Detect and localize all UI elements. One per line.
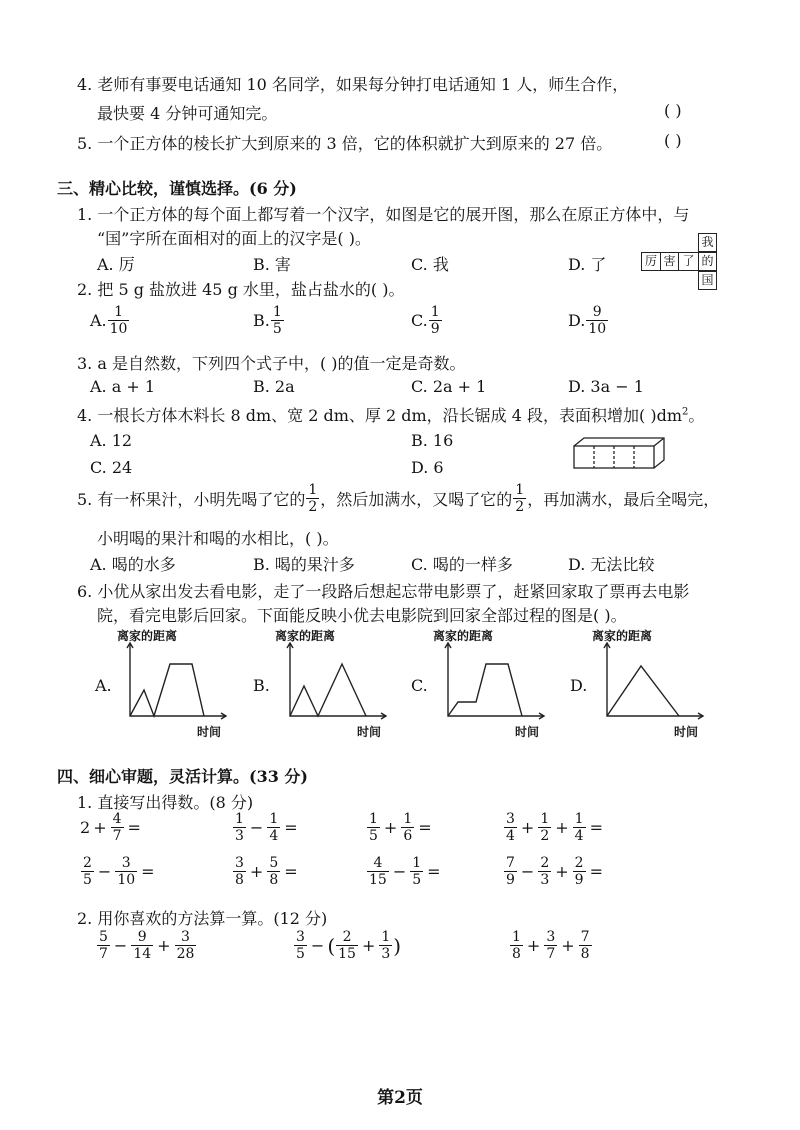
frac-den: 28: [176, 946, 195, 962]
calc-op: +: [383, 818, 398, 837]
graph-a[interactable]: [120, 640, 230, 725]
s3-q5-option-c[interactable]: C. 喝的一样多: [411, 555, 513, 574]
frac-num: 3: [546, 929, 556, 945]
net-cell-hai: 害: [660, 252, 679, 271]
frac-den: 5: [369, 828, 378, 844]
frac-den: 5: [83, 872, 92, 888]
calc-fraction: [367, 856, 389, 887]
s3-q1-line2: “国”字所在面相对的面上的汉字是( )。: [97, 229, 371, 248]
s3-q4-unit-superscript: 2: [682, 406, 689, 418]
frac-num: 1: [540, 811, 550, 827]
frac-den: 3: [381, 946, 391, 962]
frac-num: 1: [272, 304, 282, 320]
frac-num: 9: [137, 929, 147, 945]
judge-q4-answer-paren[interactable]: ( ): [664, 101, 682, 120]
graph-a-svg: [120, 640, 230, 725]
graph-b-ylabel: 离家的距离: [275, 629, 336, 643]
frac-num: 1: [381, 929, 391, 945]
calc-fraction: [573, 812, 586, 843]
frac-den: 3: [235, 828, 244, 844]
net-cell-wo: 我: [698, 233, 717, 252]
calc-op: +: [520, 818, 535, 837]
frac-num: 1: [369, 811, 378, 827]
frac-den: 10: [117, 872, 136, 888]
s3-q4-option-a[interactable]: A. 12: [90, 431, 133, 450]
calc-equals: =: [141, 862, 155, 881]
calc-term: 2: [80, 818, 91, 837]
frac-num: 1: [235, 811, 244, 827]
frac-num: 5: [99, 929, 108, 945]
s3-q5-part-a: 5. 有一杯果汁，小明先喝了它的: [77, 490, 306, 509]
s3-q1-option-c[interactable]: C. 我: [411, 255, 449, 274]
s3-q2-option-d[interactable]: [568, 305, 609, 336]
s3-q5-option-a[interactable]: A. 喝的水多: [90, 555, 176, 574]
calc-fraction: [538, 812, 551, 843]
calc-op: +: [555, 862, 569, 881]
section3-title: 三、精心比较，谨慎选择。(6 分): [57, 179, 297, 198]
frac-den: 6: [403, 828, 413, 844]
calc-paren-open: (: [327, 933, 336, 958]
graph-a-label[interactable]: A.: [95, 676, 112, 695]
calc-op: +: [361, 936, 376, 955]
frac-den: 10: [109, 321, 128, 337]
calc-fraction: [336, 930, 358, 961]
s3-q6-line1: 6. 小优从家出发去看电影，走了一段路后想起忘带电影票了，赶紧回家取了票再去电影: [77, 582, 690, 601]
graph-c-ylabel: 离家的距离: [433, 629, 494, 643]
s3-q2-option-b-fraction: [271, 305, 284, 336]
cuboid-svg: [570, 436, 670, 472]
frac-num: 2: [574, 855, 584, 871]
s3-q1-line1: 1. 一个正方体的每个面上都写着一个汉字，如图是它的展开图，那么在原正方体中，与: [77, 205, 690, 224]
frac-den: 4: [269, 828, 279, 844]
frac-num: 3: [121, 855, 131, 871]
calc-equals: =: [127, 818, 141, 837]
frac-num: 7: [580, 929, 590, 945]
frac-num: 9: [592, 304, 602, 320]
graph-c-svg: [438, 640, 548, 725]
calc-fraction: [111, 812, 124, 843]
calc-op: −: [113, 936, 128, 955]
calc-paren-close: ): [393, 933, 402, 958]
s3-q5-option-d[interactable]: D. 无法比较: [568, 555, 655, 574]
calc-expr-5: [80, 856, 158, 887]
s3-q2-option-b[interactable]: [253, 305, 285, 336]
frac-den: 10: [588, 321, 607, 337]
calc-equals: =: [427, 862, 441, 881]
calc-fraction: [131, 930, 153, 961]
graph-c[interactable]: [438, 640, 548, 725]
graph-b-svg: [280, 640, 390, 725]
frac-num: 4: [112, 811, 122, 827]
frac-num: 1: [269, 811, 279, 827]
s3-q4-option-b[interactable]: B. 16: [411, 431, 454, 450]
net-cell-de: 的: [698, 252, 717, 271]
calc-fraction: [81, 856, 94, 887]
frac-den: 9: [506, 872, 515, 888]
frac-num: 1: [412, 855, 422, 871]
calc-op: +: [526, 936, 541, 955]
calc-op: −: [392, 862, 407, 881]
s3-q3-option-b[interactable]: B. 2a: [253, 377, 295, 396]
frac-den: 3: [540, 872, 550, 888]
graph-d-svg: [597, 640, 707, 725]
calc-fraction: [544, 930, 557, 961]
calc-expr-1: [80, 812, 144, 843]
s4-sub2: 2. 用你喜欢的方法算一算。(12 分): [77, 909, 328, 928]
frac-num: 1: [114, 304, 124, 320]
frac-den: 14: [133, 946, 152, 962]
calc-fraction: [115, 856, 137, 887]
page-number: 第2页: [377, 1088, 423, 1108]
s3-q4-option-c[interactable]: C. 24: [90, 458, 133, 477]
calc-equals: =: [284, 862, 298, 881]
graph-b-xlabel: 时间: [357, 725, 382, 739]
graph-d-label[interactable]: D.: [570, 676, 588, 695]
s3-q2-option-a-label: A.: [90, 311, 107, 330]
calc-op: +: [561, 936, 575, 955]
s3-q2-option-c-label: C.: [411, 311, 428, 330]
frac-den: 2: [515, 499, 525, 515]
calc-expr-2: [232, 812, 301, 843]
frac-num: 1: [574, 811, 584, 827]
frac-num: 3: [506, 811, 515, 827]
frac-den: 9: [430, 321, 440, 337]
frac-den: 8: [512, 946, 521, 962]
frac-den: 5: [296, 946, 305, 962]
frac-den: 4: [574, 828, 584, 844]
calc-op: +: [249, 862, 264, 881]
calc-fraction: [510, 930, 523, 961]
s3-q5-option-b[interactable]: B. 喝的果汁多: [253, 555, 355, 574]
s3-q2-option-d-label: D.: [568, 311, 586, 330]
s3-q5-part-c: ，再加满水，最后全喝完，: [527, 490, 720, 509]
calc-equals: =: [589, 818, 603, 837]
s3-q2-option-c[interactable]: [411, 305, 443, 336]
s3-q1-option-d[interactable]: D. 了: [568, 255, 607, 274]
calc-fraction: [579, 930, 592, 961]
frac-den: 7: [546, 946, 556, 962]
calc-fraction: [294, 930, 307, 961]
section4-title: 四、细心审题，灵活计算。(33 分): [57, 767, 308, 786]
calc2-expr-2: [293, 930, 401, 961]
calc-equals: =: [589, 862, 603, 881]
graph-c-label[interactable]: C.: [411, 676, 428, 695]
s3-q2-option-d-fraction: [586, 305, 608, 336]
calc-fraction: [538, 856, 551, 887]
graph-d-ylabel: 离家的距离: [592, 629, 653, 643]
s3-q1-option-a[interactable]: A. 厉: [97, 255, 135, 274]
calc-op: −: [249, 818, 264, 837]
graph-b[interactable]: [280, 640, 390, 725]
calc-op: +: [157, 936, 171, 955]
s3-q2: 2. 把 5 g 盐放进 45 g 水里，盐占盐水的( )。: [77, 280, 405, 299]
graph-a-ylabel: 离家的距离: [117, 629, 178, 643]
s3-q3-option-d[interactable]: D. 3a − 1: [568, 377, 644, 396]
frac-den: 5: [272, 321, 282, 337]
frac-den: 7: [112, 828, 122, 844]
s3-q2-option-b-label: B.: [253, 311, 270, 330]
s3-q4-end: 。: [688, 406, 705, 425]
calc-fraction: [175, 930, 197, 961]
frac-den: 7: [99, 946, 108, 962]
s3-q1-option-b[interactable]: B. 害: [253, 255, 291, 274]
frac-num: 7: [506, 855, 515, 871]
frac-den: 15: [338, 946, 356, 962]
judge-q5-answer-paren[interactable]: ( ): [664, 131, 682, 150]
calc-op: −: [310, 936, 325, 955]
graph-a-xlabel: 时间: [197, 725, 222, 739]
frac-num: 1: [308, 482, 318, 498]
s3-q5-line2: 小明喝的果汁和喝的水相比，( )。: [97, 529, 339, 548]
s3-q2-option-a[interactable]: [90, 305, 130, 336]
frac-num: 2: [83, 855, 92, 871]
s3-q4-option-d[interactable]: D. 6: [411, 458, 444, 477]
frac-den: 5: [412, 872, 422, 888]
frac-den: 2: [540, 828, 550, 844]
frac-num: 1: [515, 482, 525, 498]
net-cell-li: 厉: [641, 252, 661, 271]
judge-q5: 5. 一个正方体的棱长扩大到原来的 3 倍，它的体积就扩大到原来的 27 倍。: [77, 134, 613, 153]
s3-q6-line2: 院，看完电影后回家。下面能反映小优去电影院到回家全部过程的图是( )。: [97, 606, 627, 625]
calc-fraction: [410, 856, 423, 887]
s3-q4-text: 4. 一根长方体木料长 8 dm、宽 2 dm、厚 2 dm，沿长锯成 4 段，表面积增加( )dm: [77, 406, 682, 425]
calc-fraction: [267, 812, 280, 843]
frac-num: 2: [342, 929, 352, 945]
s3-q3-option-c[interactable]: C. 2a + 1: [411, 377, 487, 396]
calc-fraction: [233, 856, 246, 887]
frac-num: 3: [181, 929, 190, 945]
judge-q4-line2: 最快要 4 分钟可通知完。: [97, 104, 278, 123]
calc-expr-3: [366, 812, 435, 843]
judge-q4-line1: 4. 老师有事要电话通知 10 名同学，如果每分钟打电话通知 1 人，师生合作，: [77, 75, 629, 94]
frac-num: 3: [296, 929, 305, 945]
s3-q5-fraction-2: [513, 483, 526, 514]
s3-q5-line1: [77, 483, 719, 514]
frac-den: 8: [580, 946, 590, 962]
calc2-expr-3: [509, 930, 593, 961]
net-cell-guo: 国: [698, 271, 717, 290]
frac-num: 1: [430, 304, 440, 320]
s3-q3: 3. a 是自然数，下列四个式子中，( )的值一定是奇数。: [77, 354, 466, 373]
s3-q5-fraction-1: [306, 483, 319, 514]
frac-den: 15: [369, 872, 387, 888]
cuboid-figure: [570, 436, 670, 476]
s3-q5-part-b: ，然后加满水，又喝了它的: [320, 490, 513, 509]
calc-fraction: [504, 856, 517, 887]
calc-expr-6: [232, 856, 301, 887]
calc2-expr-1: [96, 930, 197, 961]
net-cell-le: 了: [678, 252, 699, 271]
calc-expr-7: [366, 856, 444, 887]
calc-op: +: [93, 818, 107, 837]
frac-num: 4: [373, 855, 383, 871]
calc-fraction: [367, 812, 380, 843]
calc-equals: =: [284, 818, 298, 837]
graph-d[interactable]: [597, 640, 707, 725]
frac-den: 8: [269, 872, 279, 888]
frac-den: 8: [235, 872, 244, 888]
s3-q3-option-a[interactable]: A. a + 1: [90, 377, 156, 396]
calc-fraction: [504, 812, 517, 843]
frac-den: 4: [506, 828, 515, 844]
frac-num: 3: [235, 855, 244, 871]
s3-q4: [77, 403, 704, 426]
calc-equals: =: [418, 818, 432, 837]
calc-fraction: [267, 856, 280, 887]
calc-fraction: [573, 856, 586, 887]
graph-d-xlabel: 时间: [674, 725, 699, 739]
calc-op: +: [555, 818, 569, 837]
calc-fraction: [233, 812, 246, 843]
frac-den: 9: [574, 872, 584, 888]
calc-expr-8: [503, 856, 606, 887]
graph-b-label[interactable]: B.: [253, 676, 270, 695]
frac-num: 1: [403, 811, 413, 827]
calc-op: −: [97, 862, 112, 881]
frac-num: 2: [540, 855, 550, 871]
calc-expr-4: [503, 812, 606, 843]
frac-num: 1: [512, 929, 521, 945]
s3-q2-option-c-fraction: [429, 305, 442, 336]
calc-fraction: [97, 930, 110, 961]
frac-num: 5: [269, 855, 279, 871]
calc-fraction: [401, 812, 414, 843]
frac-den: 2: [308, 499, 318, 515]
graph-c-xlabel: 时间: [515, 725, 540, 739]
calc-fraction: [379, 930, 392, 961]
s3-q2-option-a-fraction: [108, 305, 130, 336]
s4-sub1: 1. 直接写出得数。(8 分): [77, 793, 254, 812]
calc-op: −: [520, 862, 535, 881]
